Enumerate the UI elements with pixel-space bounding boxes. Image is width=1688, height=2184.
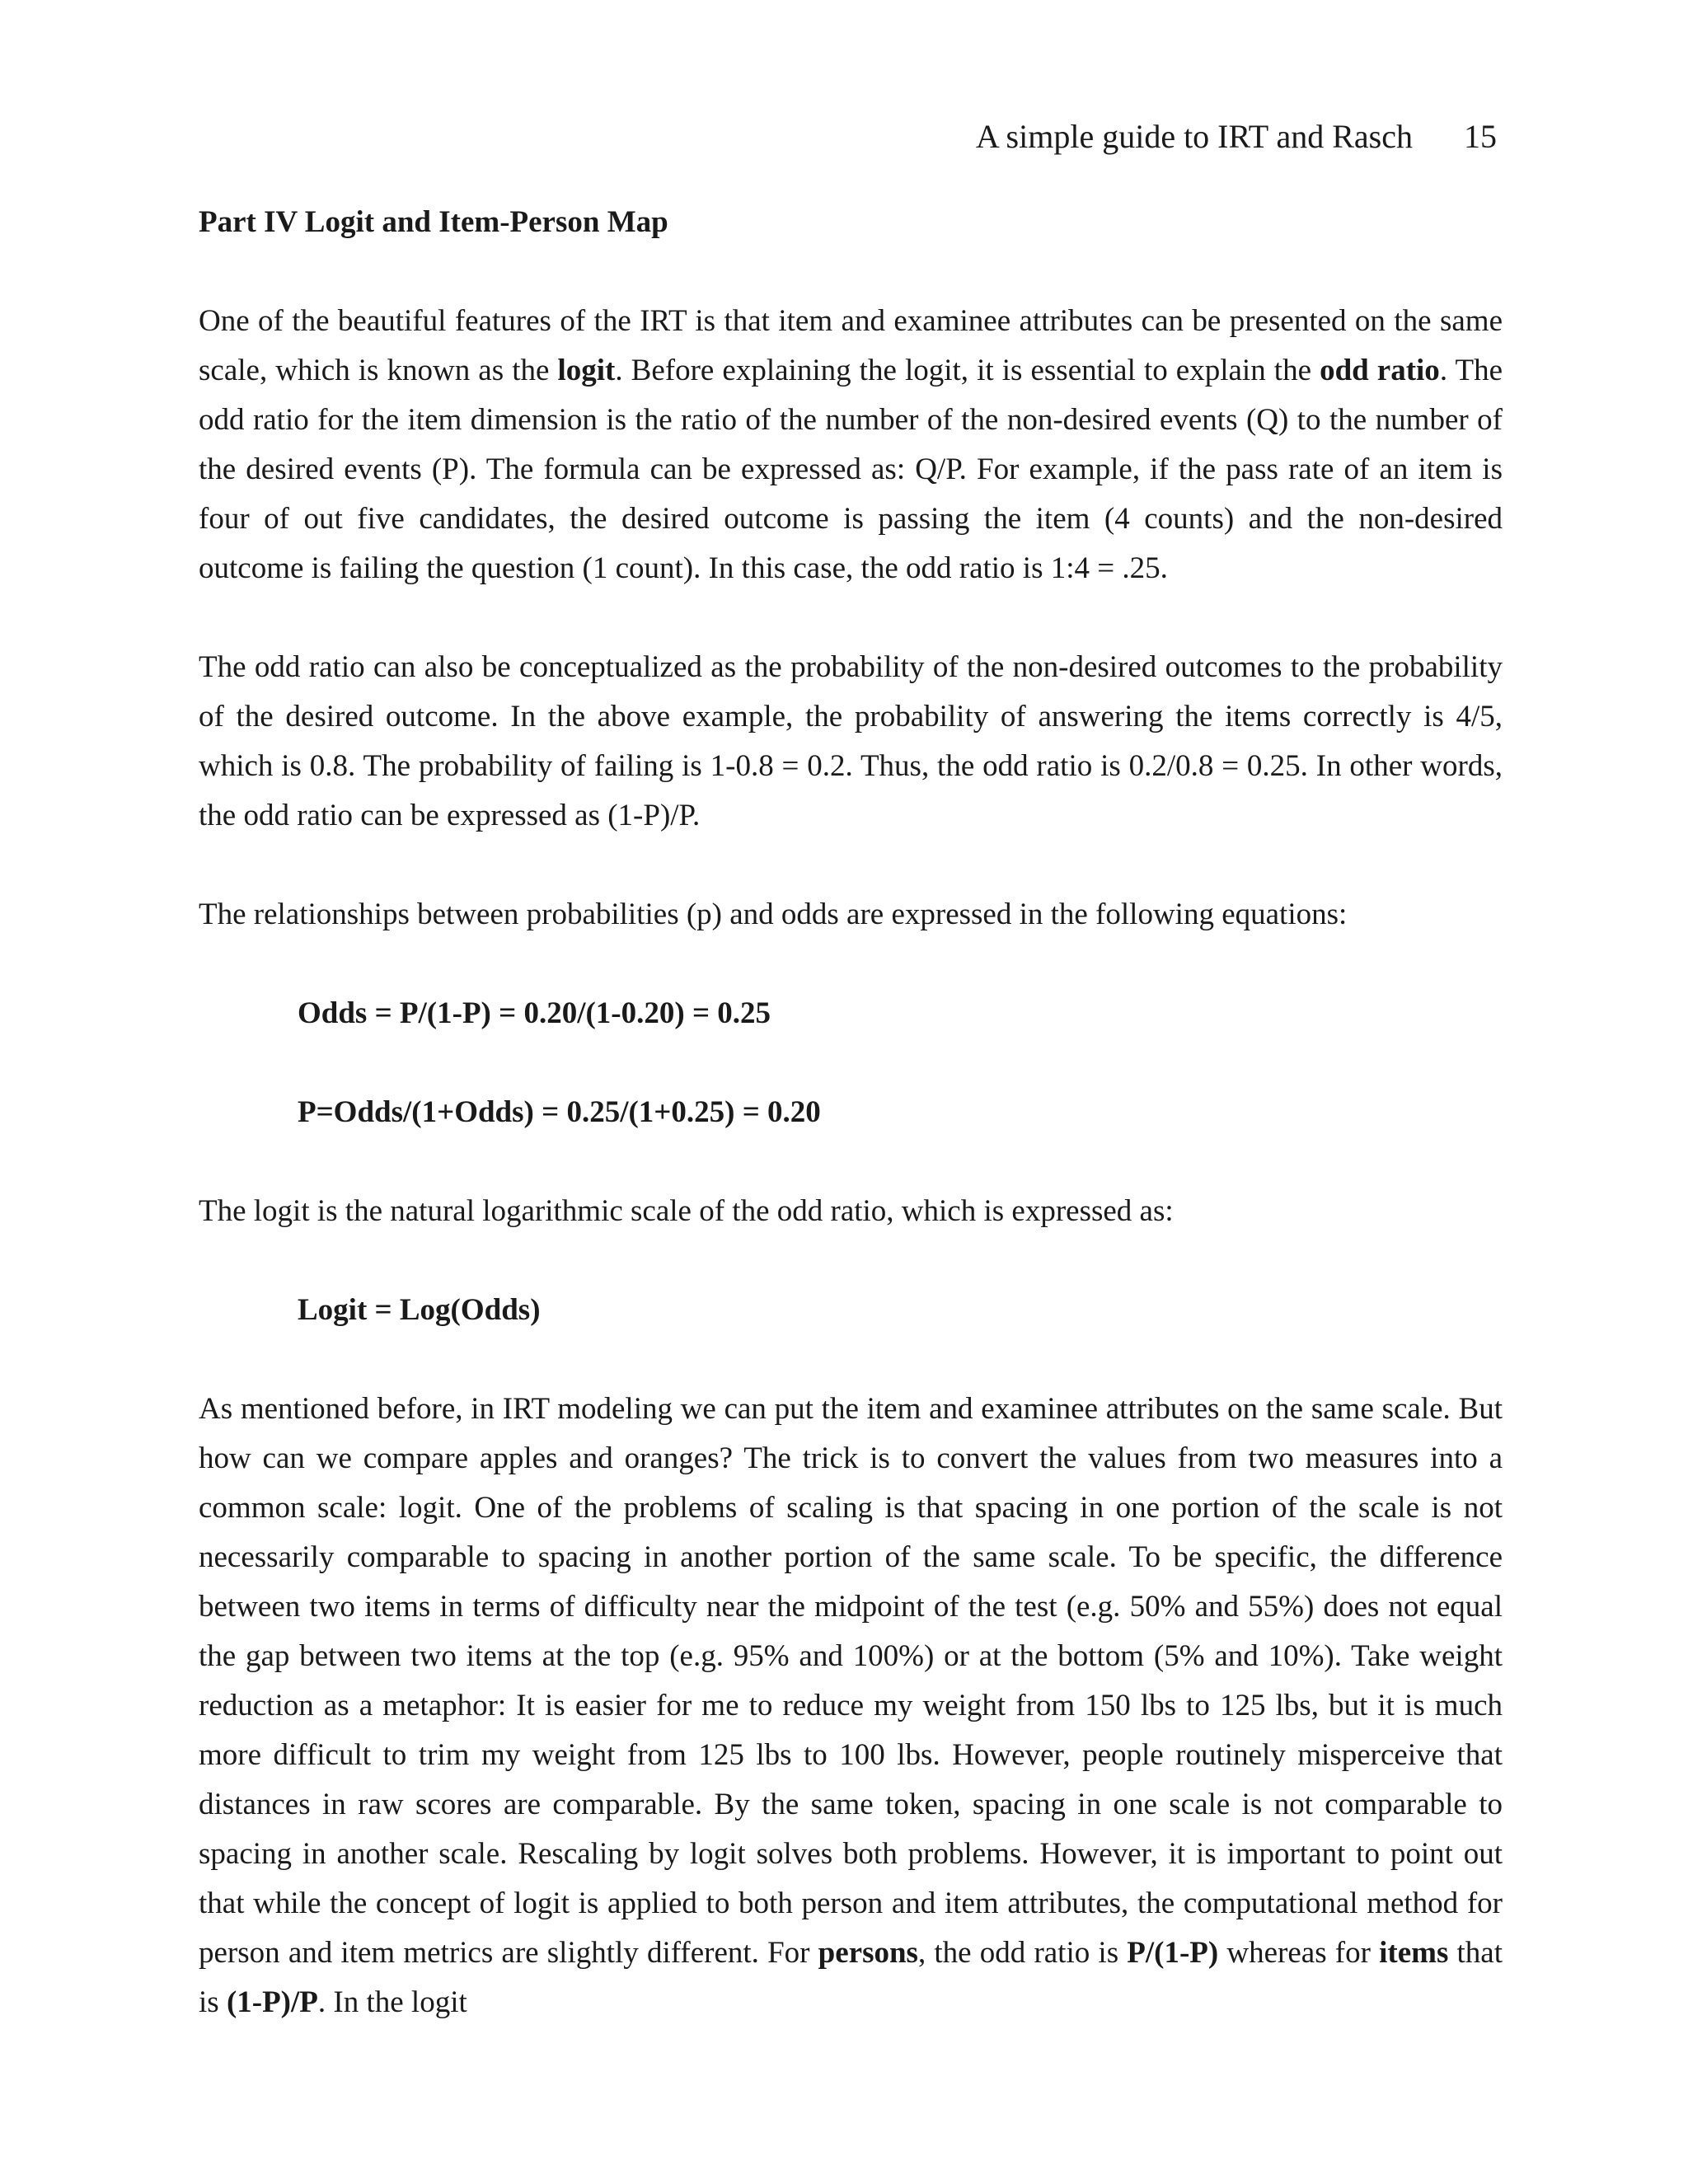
section-heading: Part IV Logit and Item-Person Map xyxy=(199,205,668,239)
text-run: whereas for xyxy=(1218,1936,1380,1970)
text-run: . In the logit xyxy=(317,1985,467,2019)
running-title: A simple guide to IRT and Rasch xyxy=(975,118,1413,155)
bold-formula-item-odds: (1-P)/P xyxy=(226,1985,318,2019)
paragraph-relationships: The relationships between probabilities (p) and odds are expressed in the following equations: xyxy=(199,898,1348,931)
paragraph-odd-ratio-probability: The odd ratio can also be conceptualized as the probability of the non-desired outcomes to the probability of the desired outcome. In the above example, the probability of answering the items correctly is 4/5, which is 0.8. The probability of failing is 1-0.8 = 0.2. Thus, the odd ratio is 0.2/0.8 = 0.25. In other words, the odd ratio can be expressed as (1-P)/P. xyxy=(199,650,1503,832)
equation-probability: P=Odds/(1+Odds) = 0.25/(1+0.25) = 0.20 xyxy=(298,1095,821,1129)
bold-term-logit: logit xyxy=(557,354,616,387)
running-header xyxy=(976,112,1497,162)
bold-formula-person-odds: P/(1-P) xyxy=(1127,1936,1219,1970)
text-run: . The odd ratio for the item dimension is the ratio of the number of the non-desired events (Q) to the number of the desired events (P). The formula can be expressed as: Q/P. For example, if the pass rate of an item is four of out five candidates, the desired outcome is passing the item (4 counts) and the non-desired outcome is failing the question (1 count). In this case, the odd ratio is 1:4 = .25. xyxy=(199,354,1503,585)
equation-logit: Logit = Log(Odds) xyxy=(298,1293,541,1327)
text-run: As mentioned before, in IRT modeling we can put the item and examinee attributes on the same scale. But how can we compare apples and oranges? The trick is to convert the values from two measures into a common scale: logit. One of the problems of scaling is that spacing in one portion of the scale is not necessarily comparable to spacing in another portion of the same scale. To be specific, the difference between two items in terms of difficulty near the midpoint of the test (e.g. 50% and 55%) does not equal the gap between two items at the top (e.g. 95% and 100%) or at the bottom (5% and 10%). Take weight reduction as a metaphor: It is easier for me to reduce my weight from 150 lbs to 125 lbs, but it is much more difficult to trim my weight from 125 lbs to 100 lbs. However, people routinely misperceive that distances in raw scores are comparable. By the same token, spacing in one scale is not comparable to spacing in another scale. Rescaling by logit solves both problems. However, it is important to point out that while the concept of logit is applied to both person and item attributes, the computational method for person and item metrics are slightly different. For xyxy=(199,1392,1503,1970)
bold-term-items: items xyxy=(1379,1936,1449,1970)
paragraph-logit-definition: The logit is the natural logarithmic scale of the odd ratio, which is expressed as: xyxy=(199,1194,1174,1228)
equation-odds: Odds = P/(1-P) = 0.20/(1-0.20) = 0.25 xyxy=(298,996,771,1030)
body-content xyxy=(199,198,1503,2027)
text-run: One of the beautiful features of the IRT is that item and examinee attributes can be presented on the same scale, which is known as the xyxy=(199,304,1503,387)
bold-term-persons: persons xyxy=(818,1936,918,1970)
paragraph-odd-ratio-intro xyxy=(199,297,1503,593)
page-number: 15 xyxy=(1464,118,1497,155)
text-run: . Before explaining the logit, it is essential to explain the xyxy=(615,354,1320,387)
text-run: that is xyxy=(199,1936,1503,2019)
bold-term-odd-ratio: odd ratio xyxy=(1320,354,1440,387)
text-run: , the odd ratio is xyxy=(917,1936,1128,1970)
paragraph-rescaling xyxy=(199,1385,1503,2027)
